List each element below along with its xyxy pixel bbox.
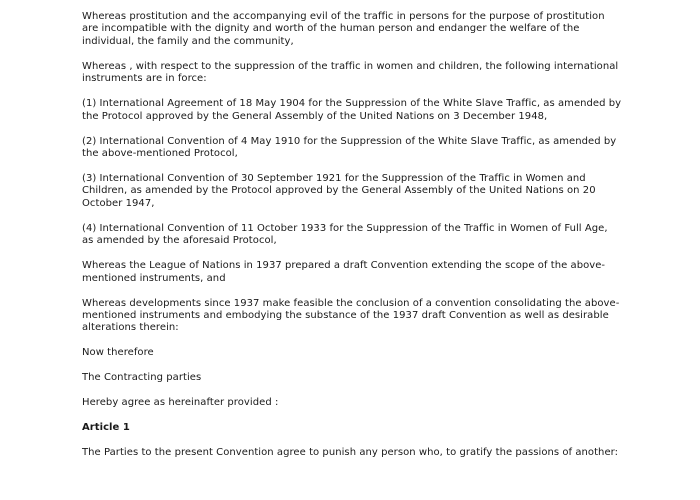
paragraph-instrument-4: (4) International Convention of 11 October 1933 for the Suppression of the Traffic in Women of Full Age, as amended by the aforesaid Protocol, [82, 222, 608, 247]
article-1-text: The Parties to the present Convention agree to punish any person who, to gratify the passions of another: [82, 447, 619, 459]
paragraph-now-therefore: Now therefore [82, 347, 154, 359]
paragraph-hereby-agree: Hereby agree as hereinafter provided : [82, 397, 279, 409]
paragraph-instrument-1: (1) International Agreement of 18 May 1904 for the Suppression of the White Slave Traffic, as amended by the Protocol approved by the General Assembly of the United Nations on 3 December 1948, [82, 98, 622, 122]
preamble-heading [82, 0, 622, 2]
article-1-heading: Article 1 [82, 422, 130, 434]
paragraph-whereas-instruments: Whereas , with respect to the suppression of the traffic in women and children, the following international instruments are in force: [82, 60, 619, 85]
paragraph-developments: Whereas developments since 1937 make feasible the conclusion of a convention consolidating the above-mentioned instruments and embodying the substance of the 1937 draft Convention as well as desirable alterations therein: [82, 297, 620, 334]
document-page [82, 0, 622, 472]
paragraph-instrument-3: (3) International Convention of 30 September 1921 for the Suppression of the Traffic in Women and Children, as amended by the Protocol approved by the General Assembly of the United Nations on 20 October 1947, [82, 173, 596, 209]
paragraph-whereas-prostitution: Whereas prostitution and the accompanying evil of the traffic in persons for the purpose of prostitution are incompatible with the dignity and worth of the human person and endanger the welfare of the individual, the family and the community, [82, 11, 605, 47]
paragraph-league-of-nations: Whereas the League of Nations in 1937 prepared a draft Convention extending the scope of the above-mentioned instruments, and [82, 260, 606, 284]
paragraph-contracting-parties: The Contracting parties [82, 372, 202, 384]
paragraph-instrument-2: (2) International Convention of 4 May 1910 for the Suppression of the White Slave Traffic, as amended by the above-mentioned Protocol, [82, 135, 617, 160]
